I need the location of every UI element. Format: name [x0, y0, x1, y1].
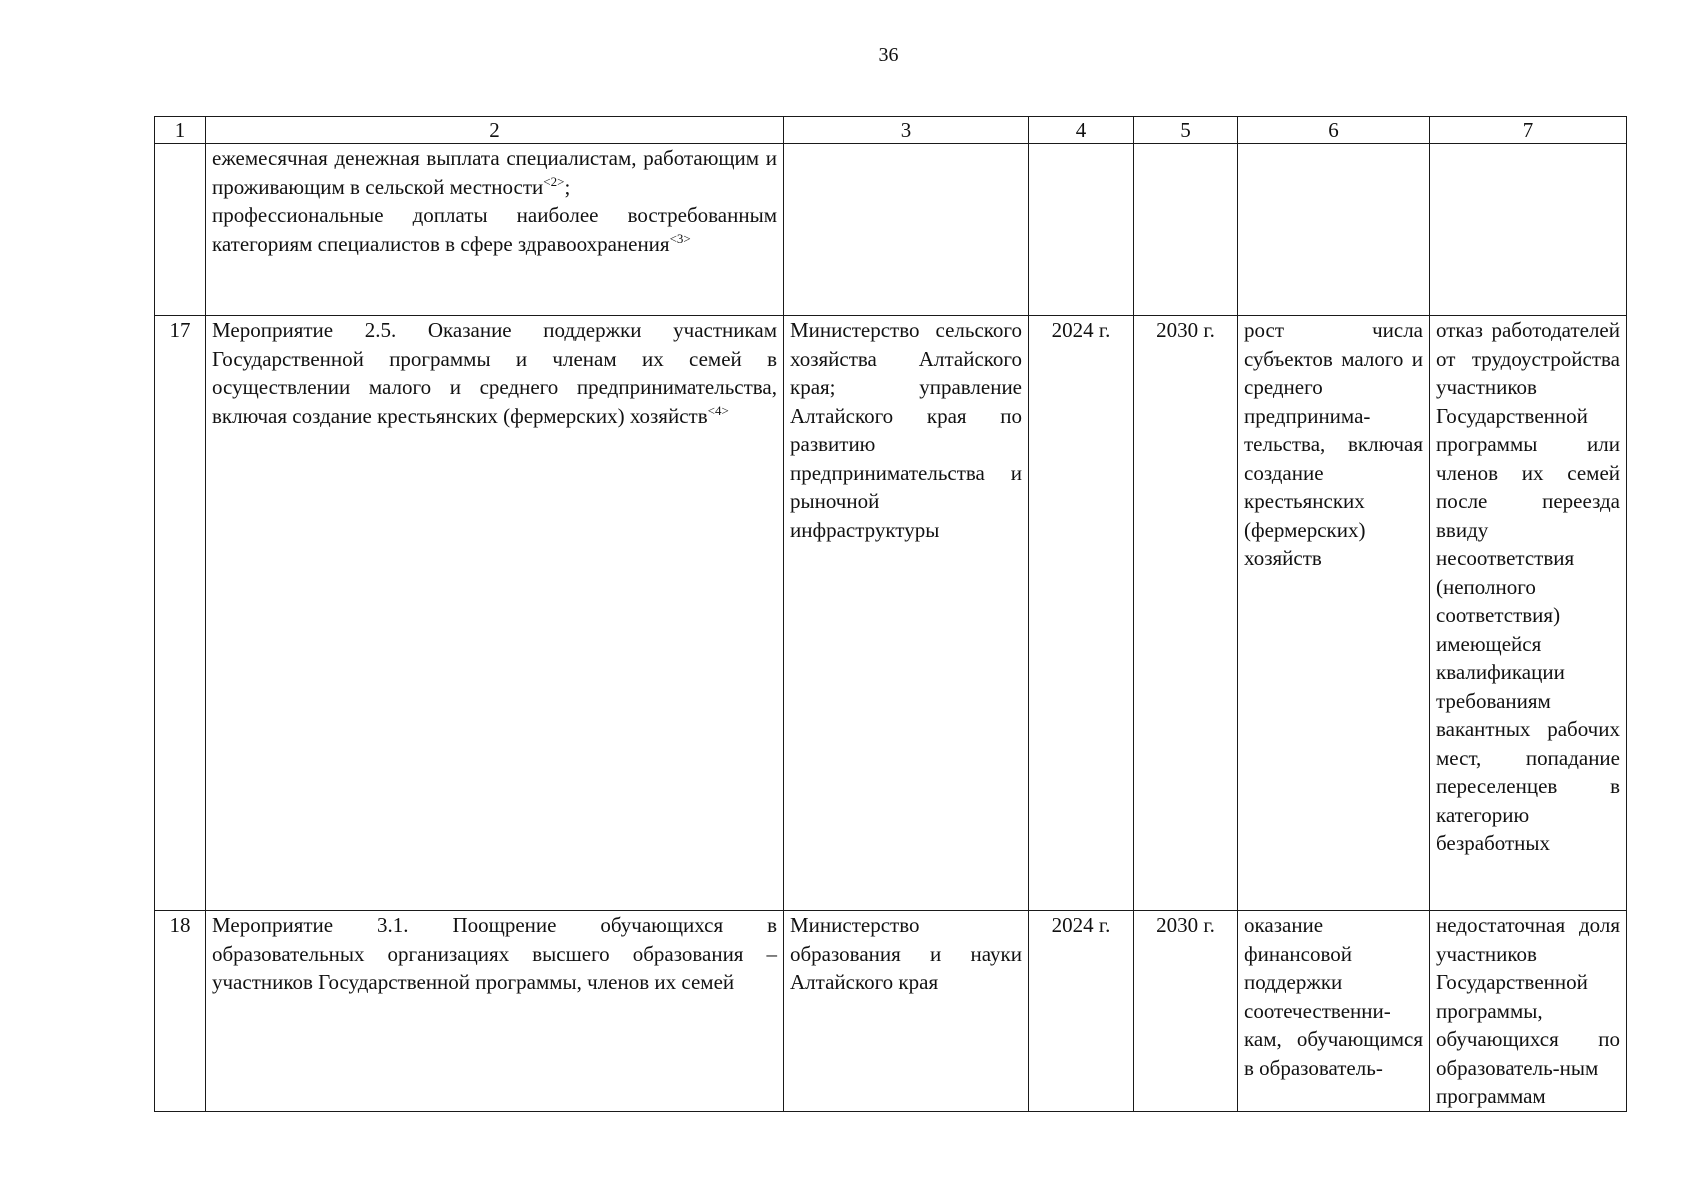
- row-number: 18: [155, 911, 206, 1112]
- footnote-ref: <3>: [669, 230, 691, 246]
- start-year: [1029, 144, 1134, 316]
- measure-description: Мероприятие 3.1. Поощрение обучающихся в образовательных организациях высшего образования – участников Государственной программы, членов их семей: [206, 911, 784, 1112]
- risks: отказ работодателей от трудоустройства участников Государственной программы или членов их семей после переезда ввиду несоответствия (неполного соответствия) имеющейся квалификации требованиям вакантных рабочих мест, попадание переселенцев в категорию безработных: [1430, 316, 1627, 911]
- header-cell-4: 4: [1029, 117, 1134, 144]
- expected-result: [1238, 144, 1430, 316]
- description-text: ежемесячная денежная выплата специалистам, работающим и проживающим в сельской местности: [212, 146, 777, 199]
- header-cell-2: 2: [206, 117, 784, 144]
- header-cell-5: 5: [1134, 117, 1238, 144]
- header-cell-7: 7: [1430, 117, 1627, 144]
- header-cell-1: 1: [155, 117, 206, 144]
- table-row: [155, 316, 1627, 911]
- description-paragraph: [212, 144, 777, 201]
- header-cell-6: 6: [1238, 117, 1430, 144]
- start-year: 2024 г.: [1029, 316, 1134, 911]
- end-year: 2030 г.: [1134, 911, 1238, 1112]
- punctuation: ;: [564, 174, 571, 199]
- header-cell-3: 3: [784, 117, 1029, 144]
- risks: [1430, 144, 1627, 316]
- measures-table: [154, 116, 1627, 1112]
- table-row: [155, 144, 1627, 316]
- footnote-ref: <2>: [543, 173, 565, 189]
- page-number: 36: [878, 44, 899, 66]
- description-text: Мероприятие 2.5. Оказание поддержки участникам Государственной программы и членам их семей в осуществлении малого и среднего предпринимательства, включая создание крестьянских (фермерских) хозяйств: [212, 318, 777, 428]
- expected-result: оказание финансовой поддержки соотечественни-кам, обучающимся в образователь-: [1238, 911, 1430, 1112]
- table-row: [155, 911, 1627, 1112]
- measure-description: [206, 144, 784, 316]
- responsible-executor: Министерство сельского хозяйства Алтайского края; управление Алтайского края по развитию предпринимательства и рыночной инфраструктуры: [784, 316, 1029, 911]
- description-paragraph: [212, 201, 777, 258]
- table-header-row: [155, 117, 1627, 144]
- measure-description: [206, 316, 784, 911]
- responsible-executor: [784, 144, 1029, 316]
- end-year: [1134, 144, 1238, 316]
- risks: недостаточная доля участников Государственной программы, обучающихся по образователь-ным программам: [1430, 911, 1627, 1112]
- description-text: профессиональные доплаты наиболее востребованным категориям специалистов в сфере здравоохранения: [212, 203, 777, 256]
- responsible-executor: Министерство образования и науки Алтайского края: [784, 911, 1029, 1112]
- expected-result: рост числа субъектов малого и среднего предпринима-тельства, включая создание крестьянских (фермерских) хозяйств: [1238, 316, 1430, 911]
- row-number: 17: [155, 316, 206, 911]
- row-number: [155, 144, 206, 316]
- start-year: 2024 г.: [1029, 911, 1134, 1112]
- end-year: 2030 г.: [1134, 316, 1238, 911]
- footnote-ref: <4>: [707, 402, 729, 418]
